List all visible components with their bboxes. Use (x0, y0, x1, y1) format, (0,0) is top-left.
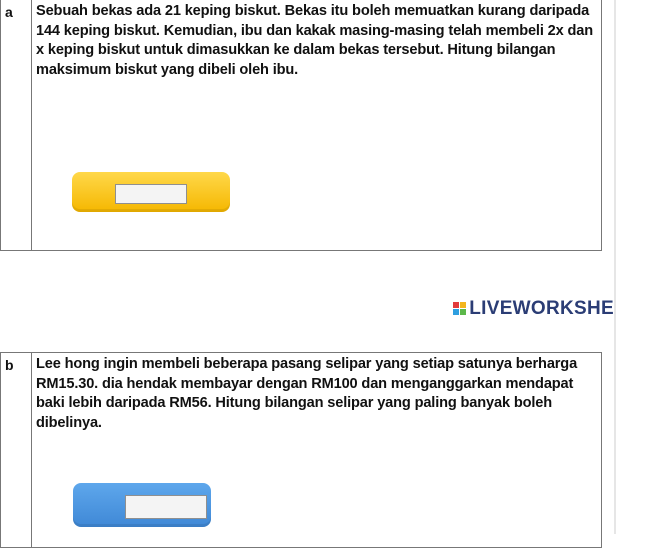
question-b-cell (32, 353, 602, 548)
answer-pad-b (73, 483, 211, 527)
question-b-label: b (1, 353, 32, 548)
liveworksheets-logo-icon (453, 302, 467, 316)
question-b-table (0, 352, 602, 548)
question-a-label: a (1, 0, 32, 251)
page-right-border (614, 0, 616, 534)
answer-pad-a (72, 172, 230, 212)
answer-input-a[interactable] (115, 184, 187, 204)
liveworksheets-watermark (0, 298, 614, 320)
watermark-text: LIVEWORKSHE (469, 298, 614, 319)
question-a-cell (32, 0, 602, 251)
question-a-table (0, 0, 602, 251)
question-a-text: Sebuah bekas ada 21 keping biskut. Bekas itu boleh memuatkan kurang daripada 144 keping biskut. Kemudian, ibu dan kakak masing-masing telah membeli 2x dan x keping biskut untuk dimasukkan ke dalam bekas tersebut. Hitung bilangan maksimum biskut yang dibeli oleh ibu. (36, 3, 593, 78)
question-b-text: Lee hong ingin membeli beberapa pasang selipar yang setiap satunya berharga RM15.30. dia hendak membayar dengan RM100 dan menganggarkan mendapat baki lebih daripada RM56. Hitung bilangan selipar yang paling banyak boleh dibelinya. (36, 356, 578, 431)
answer-input-b[interactable] (125, 495, 207, 519)
